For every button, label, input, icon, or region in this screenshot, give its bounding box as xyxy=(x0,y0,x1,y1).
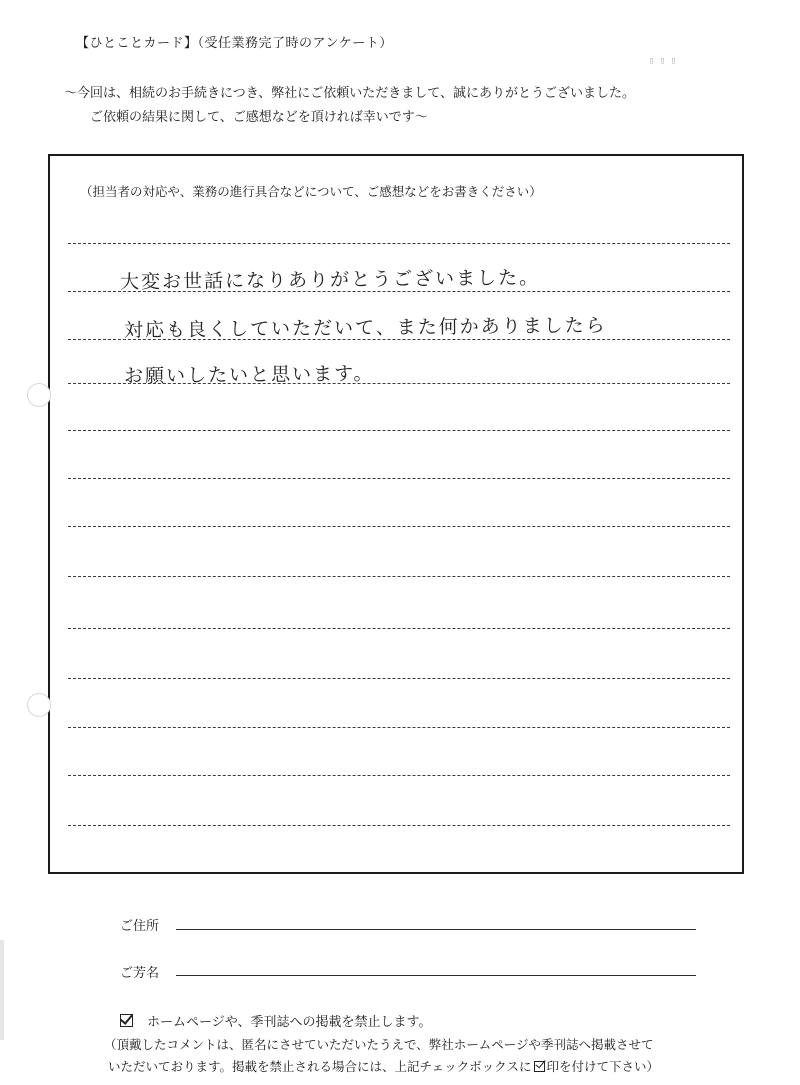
handwritten-line-1: 大変お世話になりありがとうございました。 xyxy=(119,266,541,294)
ruled-line xyxy=(68,430,730,431)
card-title: 【ひとことカード】（受任業務完了時のアンケート） xyxy=(76,36,393,51)
intro-text xyxy=(64,82,635,130)
publish-opt-out-checkbox[interactable] xyxy=(120,1014,133,1027)
note-line-2a: いただいております。掲載を禁止される場合には、上記チェックボックスに xyxy=(108,1059,532,1074)
address-label: ご住所 xyxy=(120,919,160,934)
publish-opt-out-label: ホームページや、季刊誌への掲載を禁止します。 xyxy=(147,1015,432,1030)
punch-hole xyxy=(28,694,50,716)
note-line-1: （頂戴したコメントは、匿名にさせていただいたうえで、弊社ホームページや季刊誌へ掲載させて xyxy=(104,1037,654,1052)
ruled-line xyxy=(68,825,730,826)
ruled-line xyxy=(68,678,730,679)
comment-box-hint: （担当者の対応や、業務の進行具合などについて、ご感想などをお書きください） xyxy=(80,184,542,199)
name-field[interactable] xyxy=(176,975,696,976)
comment-box xyxy=(48,154,744,874)
note-line-2 xyxy=(104,1056,659,1078)
publish-note xyxy=(104,1034,659,1078)
name-label: ご芳名 xyxy=(120,966,160,981)
handwritten-line-2: 対応も良くしていただいて、また何かありましたら xyxy=(123,314,607,342)
check-mark-icon xyxy=(534,1061,545,1072)
ruled-line xyxy=(68,526,730,527)
punch-hole xyxy=(28,384,50,406)
ruled-line xyxy=(68,576,730,577)
intro-line-2: ご依頼の結果に関して、ご感想などを頂ければ幸いです～ xyxy=(90,110,428,125)
handwritten-line-3: お願いしたいと思います。 xyxy=(123,362,375,388)
ruled-line xyxy=(68,243,730,244)
ruled-line xyxy=(68,775,730,776)
ruled-line xyxy=(68,478,730,479)
note-line-2b: 印を付けて下さい） xyxy=(546,1059,660,1074)
address-field[interactable] xyxy=(176,929,696,930)
faint-stamp: ▯ ▯ ▯ xyxy=(648,56,676,66)
page-edge-shadow xyxy=(0,940,4,1040)
publish-opt-out-row xyxy=(120,1011,431,1030)
intro-line-1: ～今回は、相続のお手続きにつき、弊社にご依頼いただきまして、誠にありがとうございました。 xyxy=(64,86,635,101)
ruled-line xyxy=(68,727,730,728)
ruled-line xyxy=(68,628,730,629)
